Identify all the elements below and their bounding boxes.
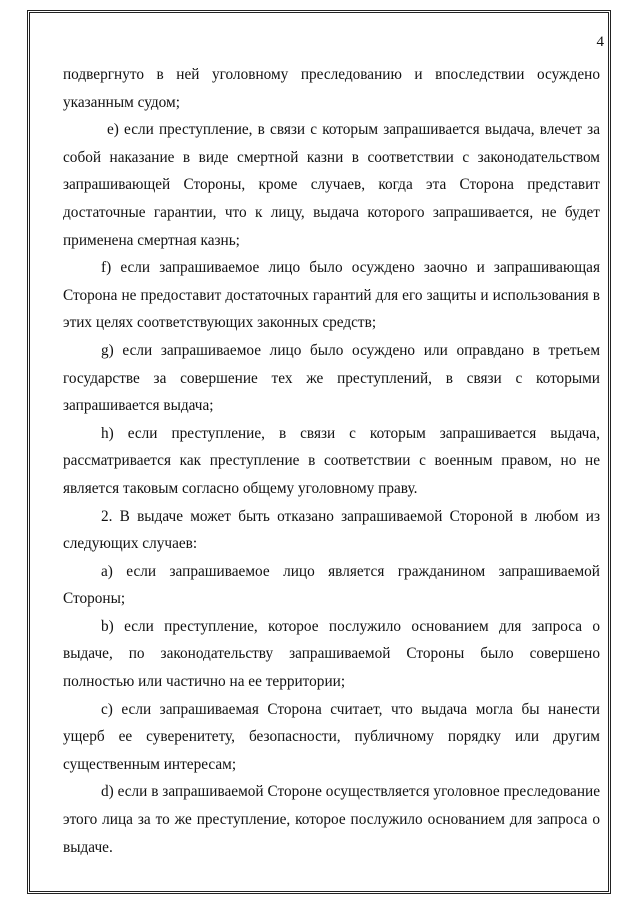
paragraph-continuation: подвергнуто в ней уголовному преследованию и впоследствии осуждено указанным судом; — [63, 66, 600, 111]
paragraph-item-e: е) если преступление, в связи с которым запрашивается выдача, влечет за собой наказание в виде смертной казни в соответствии с законодательством запрашивающей Стороны, кроме случаев, когда эта Сторона представит достаточные гарантии, что к лицу, выдача которого запрашивается, не будет применена смертная казнь; — [63, 121, 600, 249]
paragraph-clause-2: 2. В выдаче может быть отказано запрашиваемой Стороной в любом из следующих случаев: — [63, 507, 600, 553]
paragraph-item-a: a) если запрашиваемое лицо является гражданином запрашиваемой Стороны; — [63, 562, 600, 608]
page-number: 4 — [596, 34, 604, 50]
paragraph-item-c: c) если запрашиваемая Сторона считает, что выдача могла бы нанести ущерб ее суверенитету, безопасности, публичному порядку или другим существенным интересам; — [63, 700, 600, 773]
paragraph-item-h: h) если преступление, в связи с которым запрашивается выдача, рассматривается как преступление в соответствии с военным правом, но не является таковым согласно общему уголовному праву. — [63, 424, 600, 497]
paragraph-item-f: f) если запрашиваемое лицо было осуждено заочно и запрашивающая Сторона не предоставит достаточных гарантий для его защиты и использования в этих целях соответствующих законных средств; — [63, 259, 600, 332]
paragraph-item-d: d) если в запрашиваемой Стороне осуществляется уголовное преследование этого лица за то же преступление, которое послужило основанием для запроса о выдаче. — [63, 783, 600, 856]
paragraph-item-g: g) если запрашиваемое лицо было осуждено или оправдано в третьем государстве за совершение тех же преступлений, в связи с которыми запрашивается выдача; — [63, 341, 600, 415]
paragraph-item-b: b) если преступление, которое послужило основанием для запроса о выдаче, по законодательству запрашиваемой Стороны было совершено полностью или частично на ее территории; — [63, 617, 600, 691]
document-body — [63, 61, 600, 861]
